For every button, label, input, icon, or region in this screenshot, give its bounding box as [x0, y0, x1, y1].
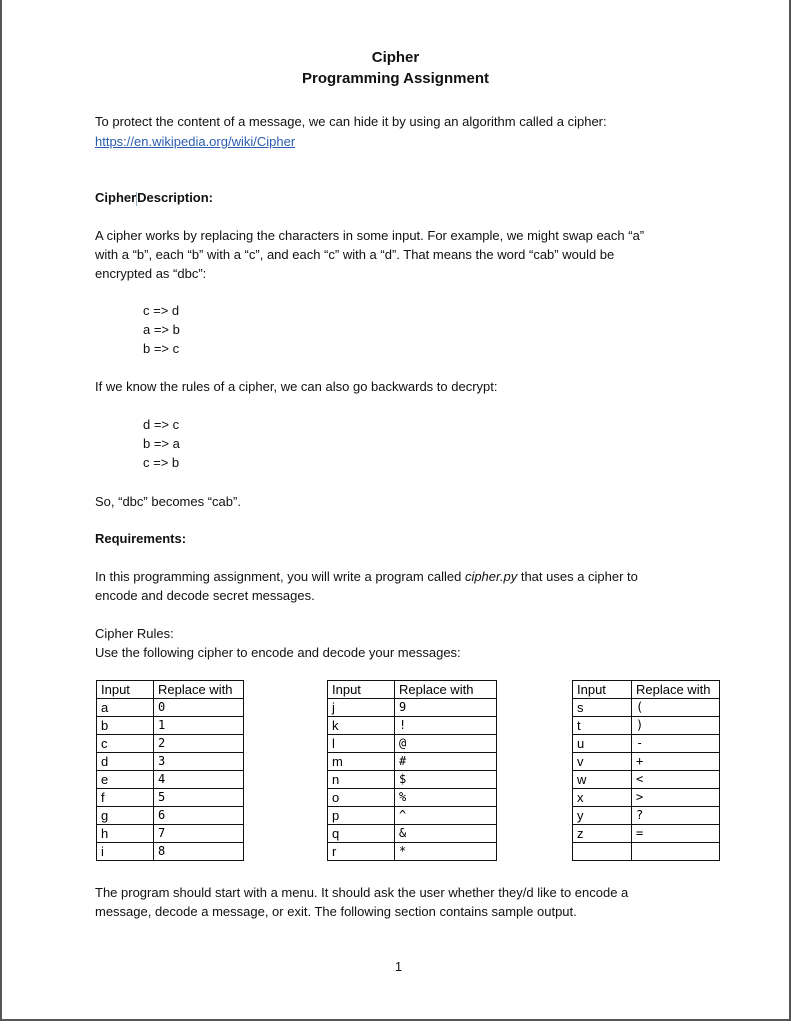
intro-text: To protect the content of a message, we can hide it by using an algorithm called a cipher:: [95, 114, 607, 129]
table-row: [573, 807, 720, 825]
table-row: [97, 699, 244, 717]
rules-label: Cipher Rules:: [95, 626, 174, 641]
encode-rule: b => c: [143, 341, 180, 356]
replacement-cell: >: [632, 789, 720, 807]
cipher-table-j-r: [327, 680, 497, 861]
input-cell: w: [573, 771, 632, 789]
wikipedia-link[interactable]: https://en.wikipedia.org/wiki/Cipher: [95, 134, 296, 149]
replacement-cell: ?: [632, 807, 720, 825]
replacement-cell: 2: [154, 735, 244, 753]
input-cell: i: [97, 843, 154, 861]
input-cell: c: [97, 735, 154, 753]
replacement-cell: ^: [395, 807, 497, 825]
replacement-cell: -: [632, 735, 720, 753]
cipher-table-a-i: [96, 680, 244, 861]
table-row: [328, 807, 497, 825]
table-row: [328, 699, 497, 717]
replacement-cell: 9: [395, 699, 497, 717]
input-cell: d: [97, 753, 154, 771]
input-cell: q: [328, 825, 395, 843]
table-row: [573, 753, 720, 771]
input-cell: b: [97, 717, 154, 735]
replacement-cell: %: [395, 789, 497, 807]
table-row: [97, 771, 244, 789]
req-text: that uses a cipher to: [517, 569, 638, 584]
replacement-cell: 5: [154, 789, 244, 807]
table-header-row: [328, 681, 497, 699]
column-header: Input: [573, 681, 632, 699]
input-cell: o: [328, 789, 395, 807]
filename: cipher.py: [464, 569, 518, 584]
req-line: encode and decode secret messages.: [95, 588, 315, 603]
replacement-cell: =: [632, 825, 720, 843]
table-row: [97, 735, 244, 753]
input-cell: y: [573, 807, 632, 825]
input-cell: n: [328, 771, 395, 789]
decode-rule: b => a: [143, 436, 180, 451]
replacement-cell: @: [395, 735, 497, 753]
cipher-table-s-z: [572, 680, 720, 861]
replacement-cell: #: [395, 753, 497, 771]
desc-line: encrypted as “dbc”:: [95, 266, 207, 281]
heading-word: Cipher: [95, 190, 137, 205]
decrypt-text: If we know the rules of a cipher, we can also go backwards to decrypt:: [95, 379, 498, 394]
input-cell: x: [573, 789, 632, 807]
rules-text: Use the following cipher to encode and decode your messages:: [95, 645, 461, 660]
replacement-cell: +: [632, 753, 720, 771]
replacement-cell: 6: [154, 807, 244, 825]
table-header-row: [97, 681, 244, 699]
replacement-cell: ): [632, 717, 720, 735]
input-cell: [573, 843, 632, 861]
replacement-cell: 3: [154, 753, 244, 771]
req-line: [95, 569, 638, 584]
replacement-cell: 4: [154, 771, 244, 789]
table-row: [97, 825, 244, 843]
replacement-cell: !: [395, 717, 497, 735]
replacement-cell: 1: [154, 717, 244, 735]
table-row: [328, 771, 497, 789]
cipher-description-heading: [95, 190, 213, 206]
replacement-cell: 7: [154, 825, 244, 843]
table-row: [97, 717, 244, 735]
input-cell: f: [97, 789, 154, 807]
table-row: [328, 789, 497, 807]
menu-line: message, decode a message, or exit. The following section contains sample output.: [95, 904, 577, 919]
replacement-cell: [632, 843, 720, 861]
input-cell: t: [573, 717, 632, 735]
doc-subtitle: Programming Assignment: [302, 70, 489, 87]
input-cell: j: [328, 699, 395, 717]
encode-rule: a => b: [143, 322, 180, 337]
page-number: 1: [394, 959, 403, 974]
table-row: [328, 735, 497, 753]
table-row: [573, 843, 720, 861]
column-header: Replace with: [154, 681, 244, 699]
replacement-cell: <: [632, 771, 720, 789]
input-cell: a: [97, 699, 154, 717]
menu-line: The program should start with a menu. It should ask the user whether they/d like to encode a: [95, 885, 629, 900]
table-row: [573, 789, 720, 807]
input-cell: v: [573, 753, 632, 771]
heading-word: Description:: [137, 190, 214, 205]
table-row: [328, 825, 497, 843]
input-cell: h: [97, 825, 154, 843]
so-text: So, “dbc” becomes “cab”.: [95, 494, 241, 509]
input-cell: z: [573, 825, 632, 843]
replacement-cell: (: [632, 699, 720, 717]
replacement-cell: &: [395, 825, 497, 843]
input-cell: u: [573, 735, 632, 753]
decode-rule: d => c: [143, 417, 180, 432]
table-row: [97, 807, 244, 825]
input-cell: k: [328, 717, 395, 735]
desc-line: A cipher works by replacing the characters in some input. For example, we might swap each “a”: [95, 228, 645, 243]
desc-line: with a “b”, each “b” with a “c”, and each “c” with a “d”. That means the word “cab” would be: [95, 247, 615, 262]
replacement-cell: *: [395, 843, 497, 861]
requirements-heading: Requirements:: [95, 531, 187, 546]
table-row: [328, 843, 497, 861]
req-text: In this programming assignment, you will write a program called: [95, 569, 465, 584]
replacement-cell: $: [395, 771, 497, 789]
decode-rule: c => b: [143, 455, 180, 470]
column-header: Input: [97, 681, 154, 699]
replacement-cell: 8: [154, 843, 244, 861]
table-row: [573, 699, 720, 717]
table-row: [97, 843, 244, 861]
input-cell: g: [97, 807, 154, 825]
table-header-row: [573, 681, 720, 699]
input-cell: l: [328, 735, 395, 753]
column-header: Replace with: [395, 681, 497, 699]
encode-rule: c => d: [143, 303, 180, 318]
input-cell: p: [328, 807, 395, 825]
input-cell: e: [97, 771, 154, 789]
table-row: [573, 735, 720, 753]
input-cell: s: [573, 699, 632, 717]
column-header: Input: [328, 681, 395, 699]
table-row: [328, 753, 497, 771]
table-row: [573, 717, 720, 735]
table-row: [573, 771, 720, 789]
table-row: [328, 717, 497, 735]
table-row: [97, 753, 244, 771]
input-cell: m: [328, 753, 395, 771]
replacement-cell: 0: [154, 699, 244, 717]
doc-title: Cipher: [371, 49, 420, 66]
column-header: Replace with: [632, 681, 720, 699]
input-cell: r: [328, 843, 395, 861]
table-row: [97, 789, 244, 807]
table-row: [573, 825, 720, 843]
